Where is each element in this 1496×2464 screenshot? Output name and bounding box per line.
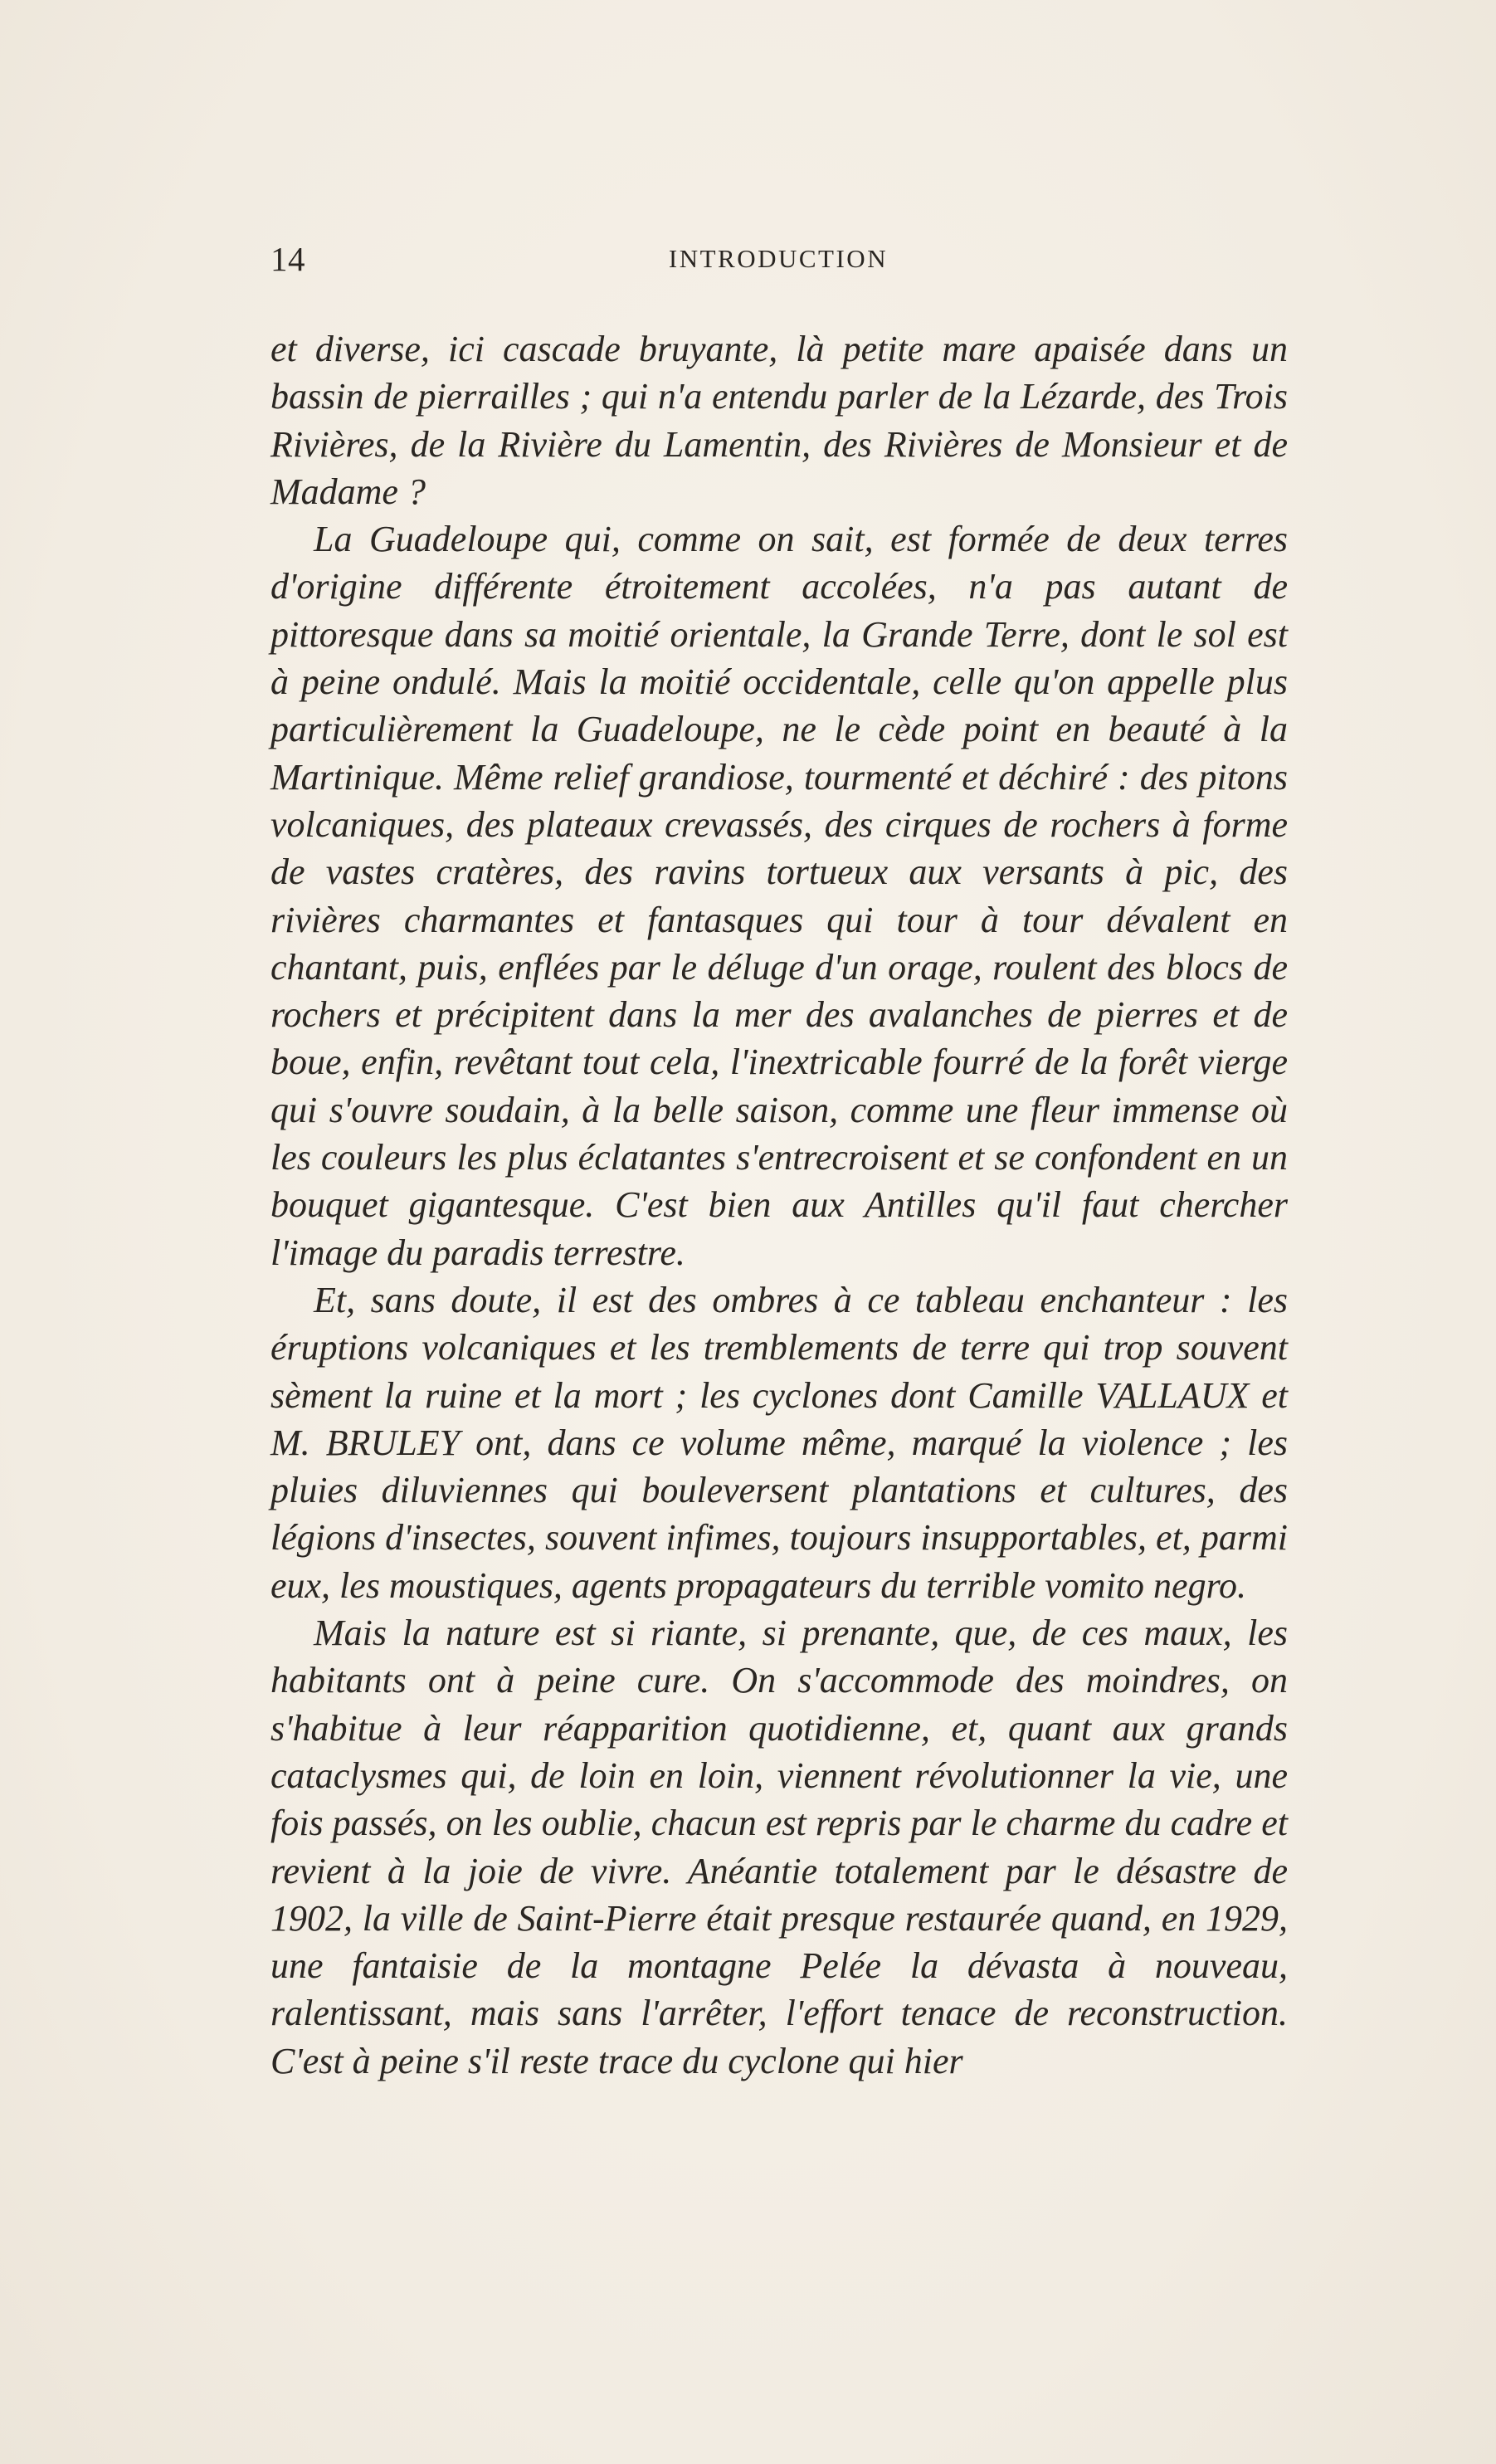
paragraph-guadeloupe: La Guadeloupe qui, comme on sait, est formée de deux terres d'origine différente étroitement accolées, n'a pas autant de pittoresque dans sa moitié orientale, la Grande Terre, dont le sol est à peine ondulé. Mais la moitié occidentale, celle qu'on appelle plus particulièrement la Guadeloupe, ne le cède point en beauté à la Martinique. Même relief grandiose, tourmenté et déchiré : des pitons volcaniques, des plateaux crevassés, des cirques de rochers à forme de vastes cratères, des ravins tortueux aux versants à pic, des rivières charmantes et fantasques qui tour à tour dévalent en chantant, puis, enflées par le déluge d'un orage, roulent des blocs de rochers et précipitent dans la mer des avalanches de pierres et de boue, enfin, revêtant tout cela, l'inextricable fourré de la forêt vierge qui s'ouvre soudain, à la belle saison, comme une fleur immense où les couleurs les plus éclatantes s'entrecroisent et se confondent en un bouquet gigantesque. C'est bien aux Antilles qu'il faut chercher l'image du paradis terrestre. <box>270 519 1288 1273</box>
chapter-title: INTRODUCTION <box>668 244 889 273</box>
running-head <box>270 234 1286 284</box>
body-text <box>270 325 1288 2085</box>
paragraph-shadows: Et, sans doute, il est des ombres à ce tableau enchanteur : les éruptions volcaniques et les tremblements de terre qui trop souvent sèment la ruine et la mort ; les cyclones dont Camille VALLAUX et M. BRULEY ont, dans ce volume même, marqué la violence ; les pluies diluviennes qui bouleversent plantations et cultures, des légions d'insectes, souvent infimes, toujours insupportables, et, parmi eux, les moustiques, agents propagateurs du terrible vomito negro. <box>270 1279 1288 1606</box>
page-number: 14 <box>270 240 305 278</box>
paragraph-nature: Mais la nature est si riante, si prenante, que, de ces maux, les habitants ont à peine cure. On s'accommode des moindres, on s'habitue à leur réapparition quotidienne, et, quant aux grands cataclysmes qui, de loin en loin, viennent révolutionner la vie, une fois passés, on les oublie, chacun est repris par le charme du cadre et revient à la joie de vivre. Anéantie totalement par le désastre de 1902, la ville de Saint-Pierre était presque restaurée quand, en 1929, une fantaisie de la montagne Pelée la dévasta à nouveau, ralentissant, mais sans l'arrêter, l'effort tenace de reconstruction. C'est à peine s'il reste trace du cyclone qui hier <box>270 1613 1288 2081</box>
paragraph-continuation: et diverse, ici cascade bruyante, là petite mare apaisée dans un bassin de pierrailles ; qui n'a entendu parler de la Lézarde, des Trois Rivières, de la Rivière du Lamentin, des Rivières de Monsieur et de Madame ? <box>270 329 1288 512</box>
